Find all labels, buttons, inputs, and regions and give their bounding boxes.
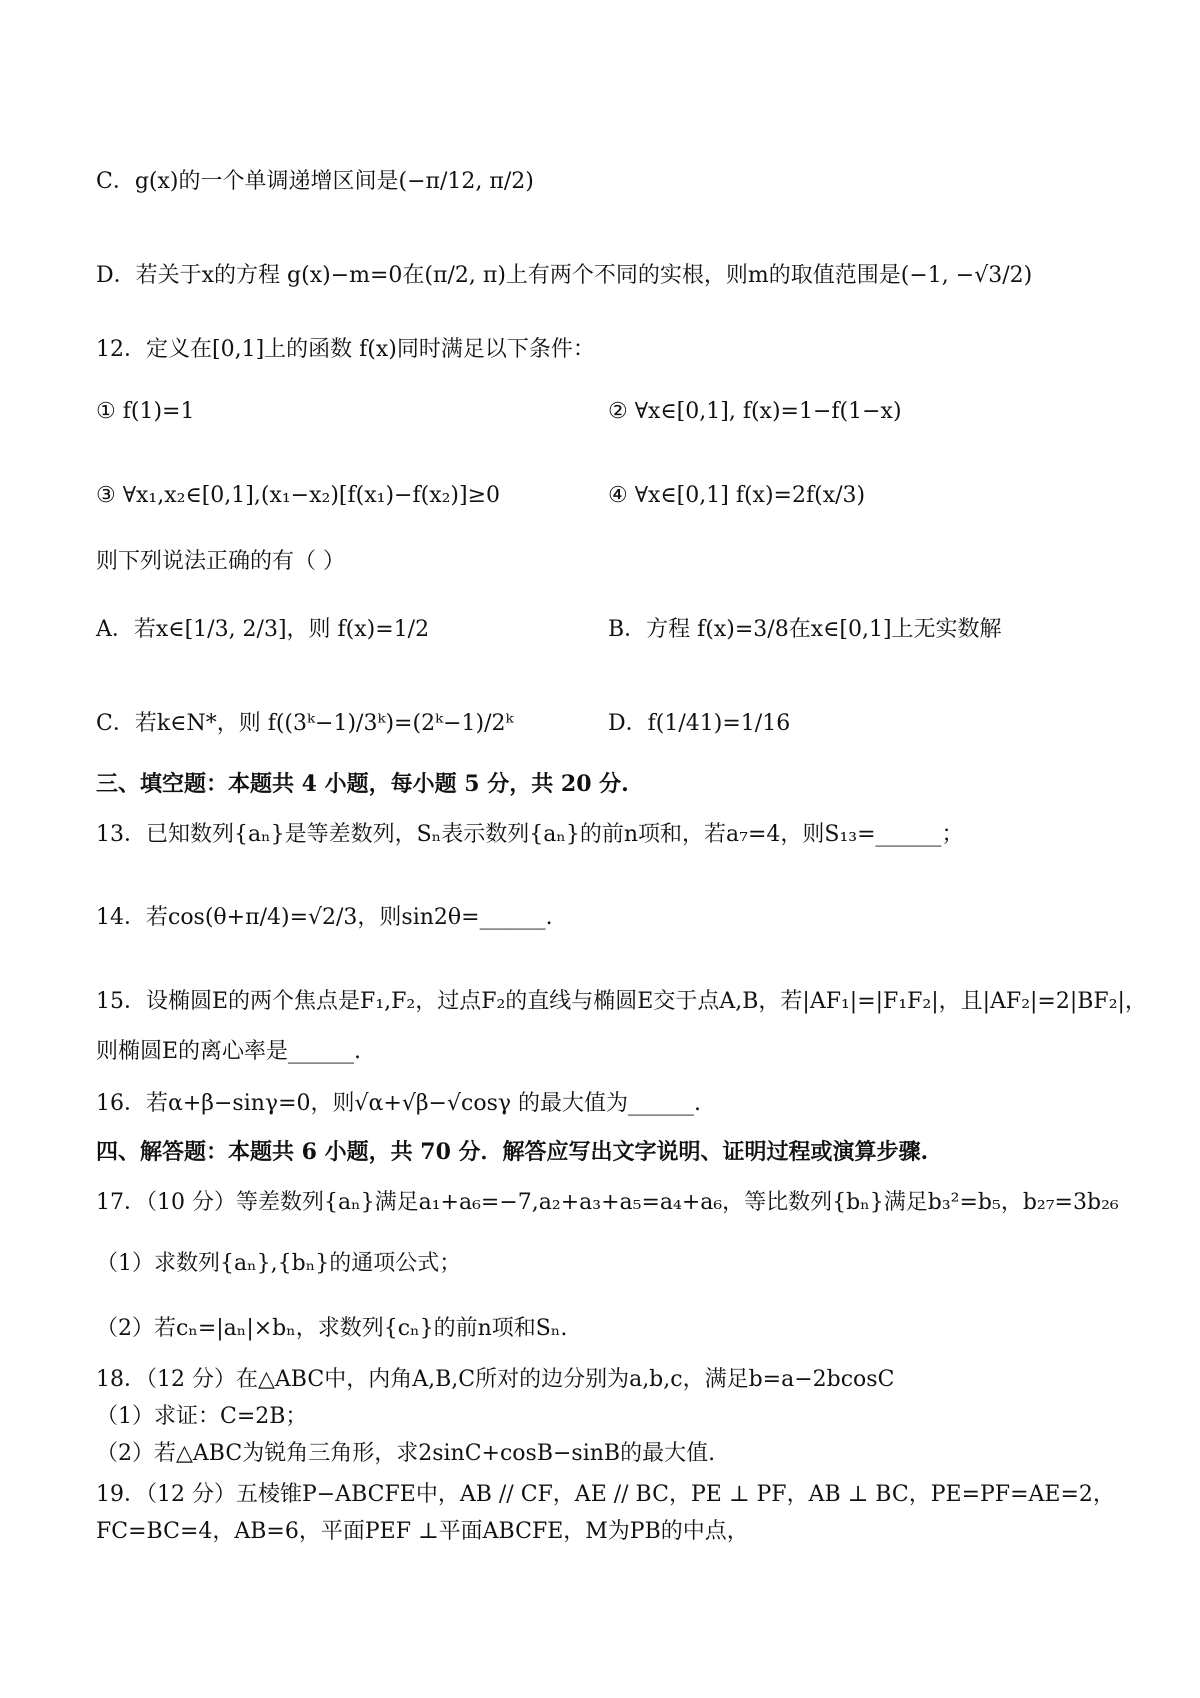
q12-option-b: B．方程 f(x)=3/8在x∈[0,1]上无实数解 [608, 617, 1002, 642]
q16-text: 16．若α+β−sinγ=0，则√α+√β−√cosγ 的最大值为______. [96, 1091, 702, 1116]
q12-condition-3: ③ ∀x₁,x₂∈[0,1],(x₁−x₂)[f(x₁)−f(x₂)]≥0 [96, 483, 501, 508]
q12-option-d: D．f(1/41)=1/16 [608, 711, 791, 736]
q12-option-c: C．若k∈N*，则 f((3ᵏ−1)/3ᵏ)=(2ᵏ−1)/2ᵏ [96, 711, 514, 736]
q12-prompt: 则下列说法正确的有（ ） [96, 549, 345, 574]
q12-option-a: A．若x∈[1/3, 2/3]，则 f(x)=1/2 [96, 617, 430, 642]
q18-part-1: （1）求证：C=2B； [96, 1404, 308, 1429]
q15-line-2: 则椭圆E的离心率是______. [96, 1039, 362, 1064]
q13-text: 13．已知数列{aₙ}是等差数列，Sₙ表示数列{aₙ}的前n项和，若a₇=4，则S₁₃=______； [96, 822, 964, 847]
q11-option-d: D．若关于x的方程 g(x)−m=0在(π/2, π)上有两个不同的实根，则m的取值范围是(−1, −√3/2) [96, 263, 1033, 288]
q12-condition-2: ② ∀x∈[0,1], f(x)=1−f(1−x) [608, 399, 902, 424]
q19-line-1: 19．（12 分）五棱锥P−ABCFE中，AB // CF，AE // BC，PE ⊥ PF，AB ⊥ BC，PE=PF=AE=2， [96, 1482, 1115, 1507]
section3-heading: 三、填空题：本题共 4 小题，每小题 5 分，共 20 分. [96, 771, 629, 797]
q17-part-1: （1）求数列{aₙ},{bₙ}的通项公式； [96, 1251, 462, 1276]
q19-line-2: FC=BC=4，AB=6，平面PEF ⊥平面ABCFE，M为PB的中点， [96, 1519, 749, 1544]
q11-option-c: C．g(x)的一个单调递增区间是(−π/12, π/2) [96, 169, 534, 194]
q14-text: 14．若cos(θ+π/4)=√2/3，则sin2θ=______. [96, 905, 553, 930]
q17-text: 17．（10 分）等差数列{aₙ}满足a₁+a₆=−7,a₂+a₃+a₅=a₄+a₆，等比数列{bₙ}满足b₃²=b₅，b₂₇=3b₂₆ [96, 1190, 1119, 1215]
q18-text: 18．（12 分）在△ABC中，内角A,B,C所对的边分别为a,b,c，满足b=a−2bcosC [96, 1367, 895, 1392]
q17-part-2: （2）若cₙ=|aₙ|×bₙ，求数列{cₙ}的前n项和Sₙ. [96, 1316, 568, 1341]
q18-part-2: （2）若△ABC为锐角三角形，求2sinC+cosB−sinB的最大值. [96, 1441, 716, 1466]
section4-heading: 四、解答题：本题共 6 小题，共 70 分．解答应写出文字说明、证明过程或演算步骤. [96, 1139, 929, 1165]
q12-condition-1: ① f(1)=1 [96, 399, 195, 424]
q12-condition-4: ④ ∀x∈[0,1] f(x)=2f(x/3) [608, 483, 866, 508]
q12-stem: 12．定义在[0,1]上的函数 f(x)同时满足以下条件： [96, 337, 595, 362]
q15-line-1: 15．设椭圆E的两个焦点是F₁,F₂，过点F₂的直线与椭圆E交于点A,B，若|AF₁|=|F₁F₂|，且|AF₂|=2|BF₂|， [96, 989, 1147, 1014]
